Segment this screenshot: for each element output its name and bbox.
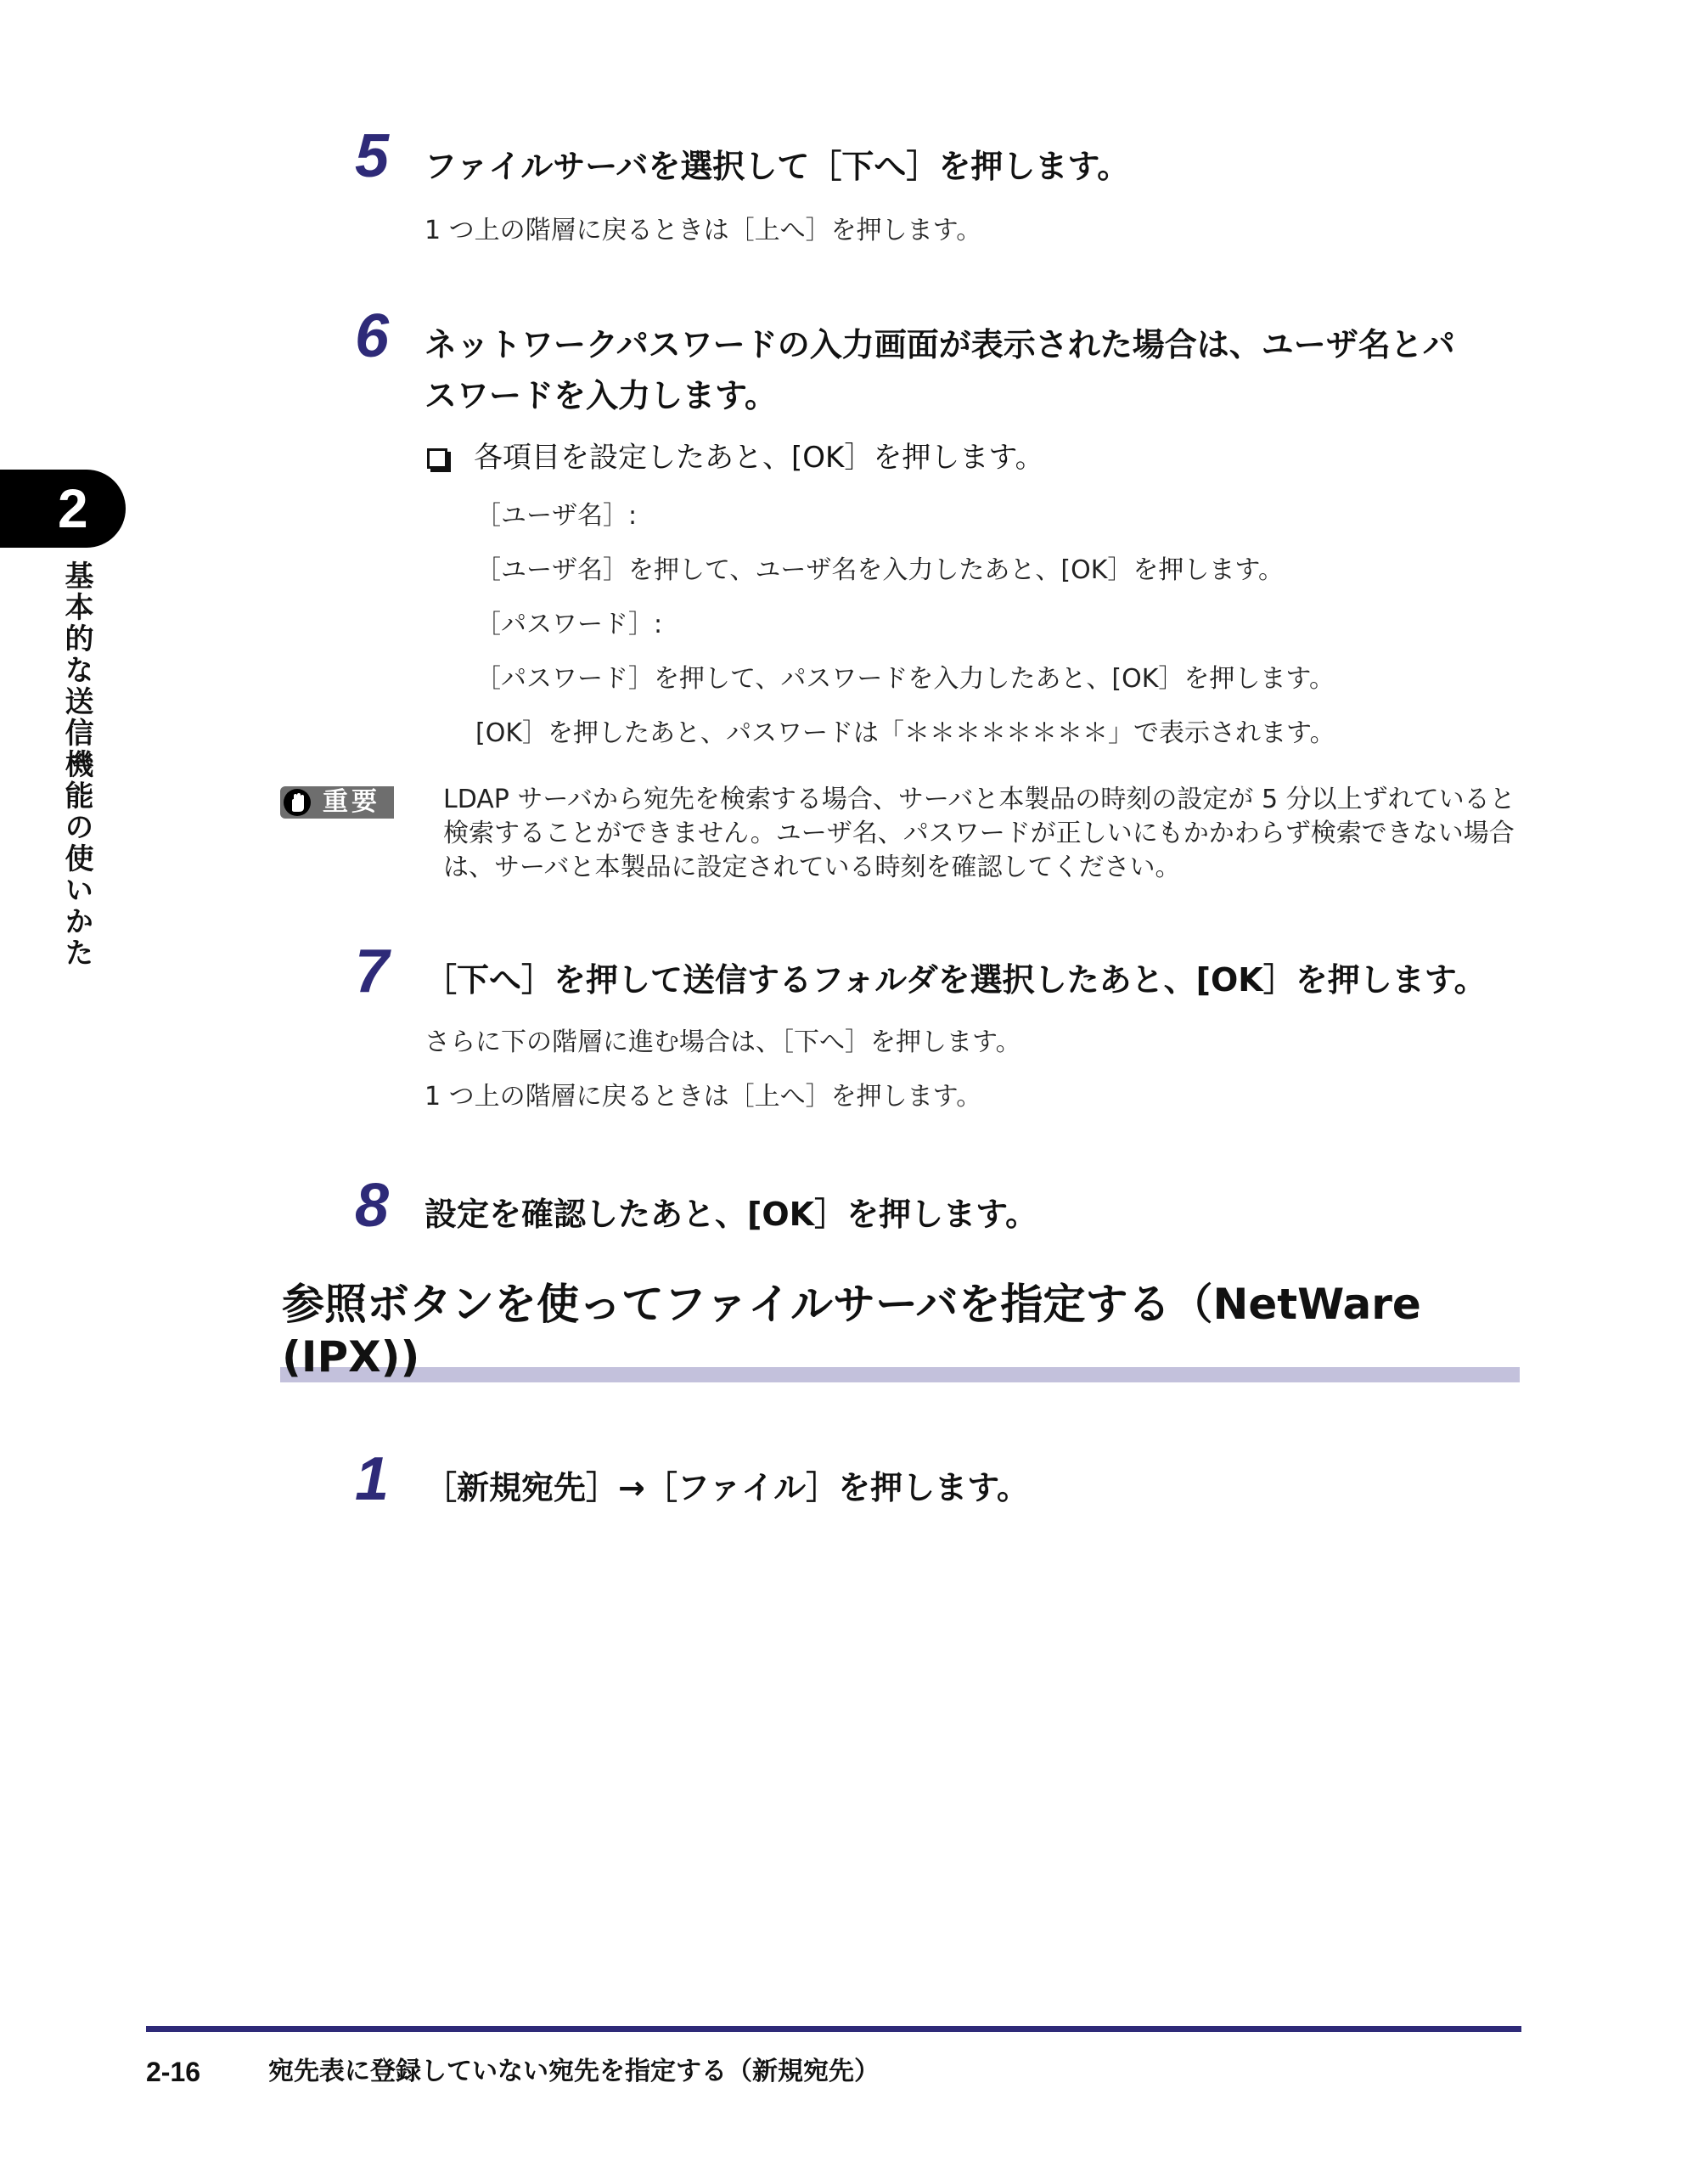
chapter-title: 基本的な送信機能の使いかた xyxy=(59,560,93,969)
footer-title: 宛先表に登録していない宛先を指定する（新規宛先） xyxy=(268,2057,880,2086)
footer-rule xyxy=(146,2026,1521,2032)
chapter-tab xyxy=(0,470,126,548)
step-6-title-line1: ネットワークパスワードの入力画面が表示された場合は、ユーザ名とパ xyxy=(424,326,1455,363)
section-title xyxy=(282,1278,1470,1383)
hand-stop-icon xyxy=(284,789,311,816)
step-5-number: 5 xyxy=(355,122,390,190)
step-8-number: 8 xyxy=(355,1172,390,1240)
step-5-title: ファイルサーバを選択して［下へ］を押します。 xyxy=(424,148,1130,185)
section-title-line1: 参照ボタンを使ってファイルサーバを指定する（NetWare xyxy=(282,1280,1421,1329)
step-6-checkbox-item: 各項目を設定したあと、[OK］を押します。 xyxy=(474,441,1044,475)
step-5-note: 1 つ上の階層に戻るときは［上へ］を押します。 xyxy=(424,216,982,245)
step-6-title-line2: スワードを入力します。 xyxy=(424,377,777,414)
page-number: 2-16 xyxy=(146,2057,201,2087)
section-title-line2: (IPX)) xyxy=(282,1332,420,1382)
checkbox-bullet-icon xyxy=(427,448,447,469)
step-6-sub-password-display: [OK］を押したあと、パスワードは「＊＊＊＊＊＊＊＊」で表示されます。 xyxy=(475,718,1335,748)
step-7-note-1: さらに下の階層に進む場合は、［下へ］を押します。 xyxy=(424,1027,1021,1057)
step-7-title: ［下へ］を押して送信するフォルダを選択したあと、[OK］を押します。 xyxy=(424,961,1487,999)
step-1-title: ［新規宛先］→［ファイル］を押します。 xyxy=(424,1469,1030,1506)
important-label: 重要 xyxy=(323,787,380,817)
step-7-note-2: 1 つ上の階層に戻るときは［上へ］を押します。 xyxy=(424,1082,982,1112)
step-6-sub-password-label: ［パスワード］: xyxy=(475,610,663,639)
step-6-sub-password-desc: ［パスワード］を押して、パスワードを入力したあと、[OK］を押します。 xyxy=(475,664,1335,694)
step-6-number: 6 xyxy=(355,302,390,370)
important-badge xyxy=(280,786,394,819)
step-6-sub-username-label: ［ユーザ名］: xyxy=(475,501,638,531)
important-note-text: LDAP サーバから宛先を検索する場合、サーバと本製品の時刻の設定が 5 分以上ずれていると検索することができません。ユーザ名、パスワードが正しいにもかかわらず検索できない場合は、サーバと本製品に設定されている時刻を確認してください。 xyxy=(443,785,1515,882)
step-7-number: 7 xyxy=(355,937,390,1005)
step-8-title: 設定を確認したあと、[OK］を押します。 xyxy=(424,1196,1038,1233)
step-1-number: 1 xyxy=(355,1445,390,1513)
step-6-sub-username-desc: ［ユーザ名］を押して、ユーザ名を入力したあと、[OK］を押します。 xyxy=(475,555,1284,585)
chapter-number: 2 xyxy=(58,478,88,539)
